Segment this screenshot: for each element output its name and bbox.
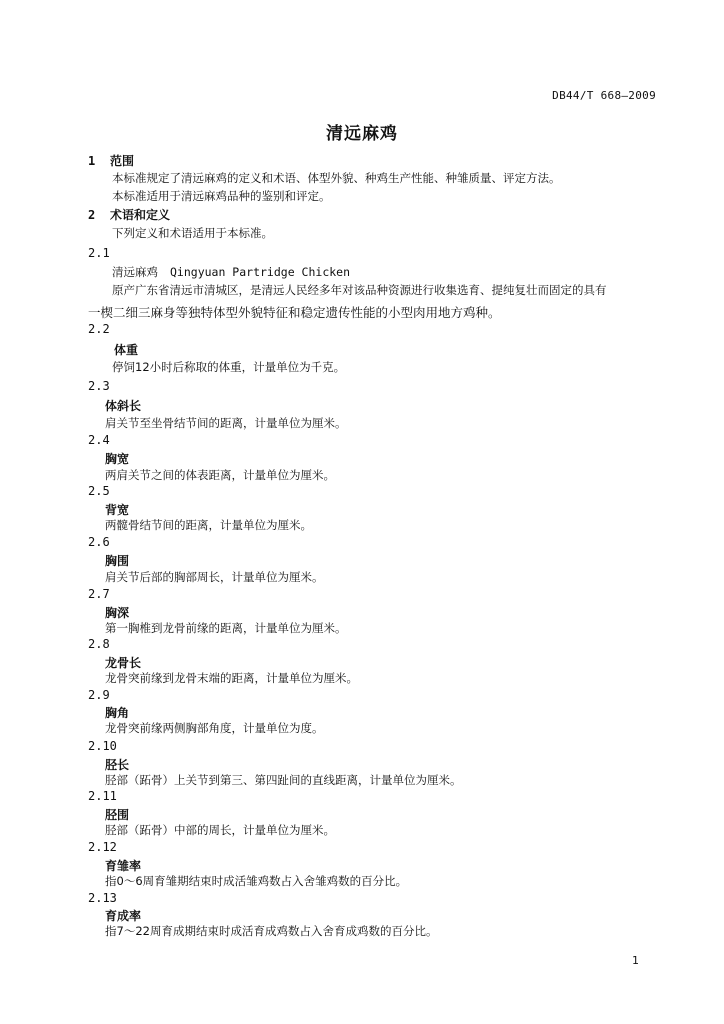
term-name: 清远麻鸡 xyxy=(112,265,158,279)
definition: 胫部（跖骨）上关节到第三、第四趾间的直线距离，计量单位为厘米。 xyxy=(105,773,462,787)
clause-number: 2.5 xyxy=(88,484,110,498)
definition: 两肩关节之间的体表距离，计量单位为厘米。 xyxy=(105,468,335,482)
term-name: 胸角 xyxy=(105,706,130,720)
clause-number: 2.6 xyxy=(88,535,110,549)
definition: 指0～6周育雏期结束时成活雏鸡数占入舍雏鸡数的百分比。 xyxy=(105,874,408,888)
term-english: Qingyuan Partridge Chicken xyxy=(170,265,351,279)
clause-number: 2.1 xyxy=(88,246,110,260)
document-title: 清远麻鸡 xyxy=(326,124,398,144)
clause-number: 2.9 xyxy=(88,688,110,702)
term-name: 背宽 xyxy=(105,503,130,517)
definition: 肩关节至坐骨结节间的距离，计量单位为厘米。 xyxy=(105,416,347,430)
term-name: 体斜长 xyxy=(105,399,142,413)
section-number: 1 xyxy=(88,154,96,168)
definition: 胫部（跖骨）中部的周长，计量单位为厘米。 xyxy=(105,823,335,837)
section-number: 2 xyxy=(88,208,96,222)
section-title: 术语和定义 xyxy=(110,208,171,222)
term-name: 育雏率 xyxy=(105,859,142,873)
clause-number: 2.13 xyxy=(88,891,117,905)
term-name: 胸围 xyxy=(105,554,130,568)
clause-number: 2.8 xyxy=(88,637,110,651)
standard-code: DB44/T 668—2009 xyxy=(552,89,656,102)
paragraph: 本标准规定了清远麻鸡的定义和术语、体型外貌、种鸡生产性能、种雏质量、评定方法。 xyxy=(112,171,561,185)
paragraph: 本标准适用于清远麻鸡品种的鉴别和评定。 xyxy=(112,189,331,203)
clause-number: 2.10 xyxy=(88,739,117,753)
definition: 第一胸椎到龙骨前缘的距离，计量单位为厘米。 xyxy=(105,621,347,635)
clause-number: 2.2 xyxy=(88,322,110,336)
term-name: 胫围 xyxy=(105,808,130,822)
term-name: 胫长 xyxy=(105,758,130,772)
section-1-heading xyxy=(88,152,134,169)
clause-number: 2.3 xyxy=(88,379,110,393)
section-title: 范围 xyxy=(110,154,135,168)
clause-number: 2.12 xyxy=(88,840,117,854)
term-name: 体重 xyxy=(114,343,139,357)
section-2-heading xyxy=(88,206,170,223)
term-heading xyxy=(112,264,350,280)
term-name: 胸宽 xyxy=(105,452,130,466)
page-number: 1 xyxy=(632,954,639,967)
definition: 停饲12小时后称取的体重，计量单位为千克。 xyxy=(112,360,346,374)
paragraph: 下列定义和术语适用于本标准。 xyxy=(112,226,273,240)
definition: 两髋骨结节间的距离，计量单位为厘米。 xyxy=(105,518,312,532)
term-name: 胸深 xyxy=(105,606,130,620)
clause-number: 2.7 xyxy=(88,587,110,601)
definition: 龙骨突前缘两侧胸部角度，计量单位为度。 xyxy=(105,721,324,735)
term-name: 育成率 xyxy=(105,909,142,923)
definition: 指7～22周育成期结束时成活育成鸡数占入舍育成鸡数的百分比。 xyxy=(105,924,438,938)
clause-number: 2.11 xyxy=(88,789,117,803)
definition: 龙骨突前缘到龙骨末端的距离，计量单位为厘米。 xyxy=(105,671,358,685)
definition-line: 原产广东省清远市清城区，是清远人民经多年对该品种资源进行收集选育、提纯复壮而固定的具有 xyxy=(112,283,607,297)
clause-number: 2.4 xyxy=(88,433,110,447)
definition-line: 一楔二细三麻身等独特体型外貌特征和稳定遗传性能的小型肉用地方鸡种。 xyxy=(88,305,501,320)
definition: 肩关节后部的胸部周长，计量单位为厘米。 xyxy=(105,570,324,584)
term-name: 龙骨长 xyxy=(105,656,142,670)
